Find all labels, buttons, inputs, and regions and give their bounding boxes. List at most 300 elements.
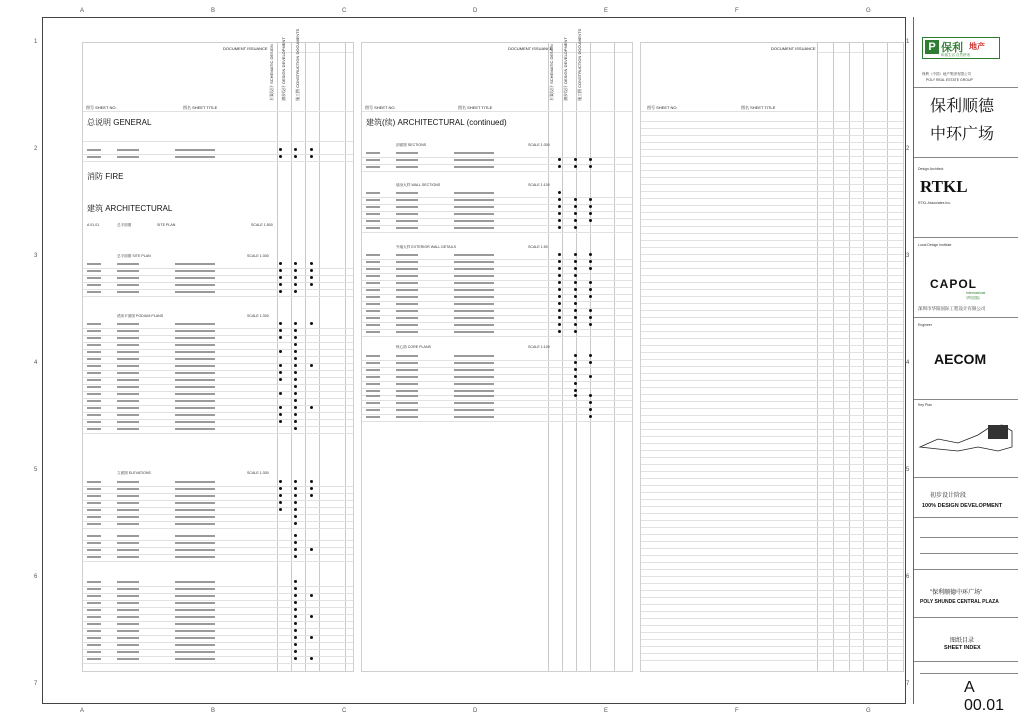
issue-dot: [279, 336, 282, 339]
row-rule: [641, 394, 903, 395]
row-rule: [641, 198, 903, 199]
table-row: [362, 315, 632, 322]
illegible-text: [175, 156, 215, 158]
illegible-text: [366, 303, 380, 305]
table-row: [83, 593, 353, 600]
illegible-text: [175, 330, 215, 332]
illegible-text: [454, 390, 494, 392]
illegible-text: [366, 206, 380, 208]
illegible-text: [175, 609, 215, 611]
issue-dot: [279, 148, 282, 151]
table-row: [362, 164, 632, 171]
issue-dot: [574, 226, 577, 229]
rtkl-address: RTKL Associates Inc.: [918, 201, 952, 205]
table-row: [83, 649, 353, 656]
issue-dot: [589, 361, 592, 364]
table-row: [362, 259, 632, 266]
group-title: 墙身大样 WALL SECTIONS: [396, 183, 441, 187]
illegible-text: [396, 152, 418, 154]
sheet-title-header: 图名 SHEET TITLE: [741, 105, 776, 110]
illegible-text: [87, 588, 101, 590]
row-rule: [641, 485, 903, 486]
illegible-text: [366, 199, 380, 201]
illegible-text: [117, 588, 139, 590]
illegible-text: [396, 310, 418, 312]
list-item: A 01.01 总平面图 SITE PLAN SCALE 1:500: [87, 223, 273, 227]
illegible-text: [396, 395, 418, 397]
table-row: [83, 342, 353, 349]
illegible-text: [87, 542, 101, 544]
illegible-text: [454, 261, 494, 263]
illegible-text: [175, 651, 215, 653]
illegible-text: [87, 609, 101, 611]
sheet-no-header: 图号 SHEET NO.: [86, 105, 117, 110]
illegible-text: [87, 488, 101, 490]
table-row: [362, 273, 632, 280]
table-row: [83, 614, 353, 621]
issue-dot: [294, 508, 297, 511]
table-row: [83, 349, 353, 356]
illegible-text: [396, 303, 418, 305]
poly-brand: 保利: [941, 41, 963, 54]
illegible-text: [175, 386, 215, 388]
illegible-text: [117, 284, 139, 286]
grid-letter: B: [211, 8, 216, 14]
illegible-text: [454, 159, 494, 161]
row-rule: [641, 401, 903, 402]
illegible-text: [454, 331, 494, 333]
issue-dot: [574, 219, 577, 222]
row-rule: [641, 387, 903, 388]
issue-dot: [558, 323, 561, 326]
row-rule: [641, 639, 903, 640]
illegible-text: [175, 616, 215, 618]
issue-dot: [294, 650, 297, 653]
table-row: [83, 521, 353, 528]
issue-dot: [574, 389, 577, 392]
illegible-text: [366, 227, 380, 229]
issue-dot: [574, 253, 577, 256]
issue-dot: [310, 594, 313, 597]
issue-dot: [589, 253, 592, 256]
grid-number: 5: [34, 467, 38, 473]
table-row: [83, 600, 353, 607]
illegible-text: [87, 495, 101, 497]
row-rule: [641, 247, 903, 248]
illegible-text: [175, 414, 215, 416]
issue-dot: [279, 371, 282, 374]
issuance-col-1: 方案设计 SCHEMATIC DESIGN: [549, 44, 554, 101]
illegible-text: [117, 602, 139, 604]
illegible-text: [117, 595, 139, 597]
table-row: [362, 280, 632, 287]
issue-dot: [279, 378, 282, 381]
issue-dot: [310, 364, 313, 367]
capol-full: 深圳市华阳国际工程设计有限公司: [918, 306, 986, 311]
row-rule: [641, 541, 903, 542]
issue-dot: [279, 413, 282, 416]
row-rule: [641, 254, 903, 255]
issue-dot: [294, 622, 297, 625]
issue-dot: [294, 364, 297, 367]
illegible-text: [117, 509, 139, 511]
issue-dot: [279, 155, 282, 158]
row-rule: [641, 380, 903, 381]
illegible-text: [454, 395, 494, 397]
grid-letter: D: [473, 8, 478, 14]
illegible-text: [175, 509, 215, 511]
illegible-text: [454, 213, 494, 215]
illegible-text: [396, 220, 418, 222]
issue-dot: [558, 295, 561, 298]
table-row: [83, 656, 353, 663]
row-rule: [641, 359, 903, 360]
row-rule: [641, 450, 903, 451]
illegible-text: [175, 549, 215, 551]
table-row: [362, 393, 632, 400]
table-row: [362, 197, 632, 204]
illegible-text: [87, 291, 101, 293]
table-row: [362, 266, 632, 273]
row-rule: [641, 513, 903, 514]
issue-dot: [574, 198, 577, 201]
illegible-text: [87, 263, 101, 265]
issue-dot: [574, 375, 577, 378]
row-rule: [641, 289, 903, 290]
row-rule: [641, 429, 903, 430]
illegible-text: [396, 355, 418, 357]
issue-dot: [294, 636, 297, 639]
table-row: [83, 261, 353, 268]
row-rule: [641, 170, 903, 171]
illegible-text: [454, 268, 494, 270]
issue-dot: [279, 487, 282, 490]
issue-dot: [279, 406, 282, 409]
index-panel-2: [361, 28, 633, 672]
issue-dot: [294, 541, 297, 544]
issue-dot: [589, 401, 592, 404]
illegible-text: [175, 481, 215, 483]
illegible-text: [117, 421, 139, 423]
row-rule: [641, 632, 903, 633]
illegible-text: [175, 535, 215, 537]
issue-dot: [279, 364, 282, 367]
issuance-col-2: 初步设计 DESIGN DEVELOPMENT: [281, 37, 286, 101]
poly-slogan: 和谐生活 自然舒适: [941, 53, 970, 57]
row-rule: [641, 499, 903, 500]
row-rule: [641, 415, 903, 416]
illegible-text: [175, 351, 215, 353]
grid-letter: D: [473, 708, 478, 714]
table-row: [83, 282, 353, 289]
illegible-text: [117, 407, 139, 409]
issue-dot: [589, 267, 592, 270]
illegible-text: [175, 277, 215, 279]
issue-dot: [294, 155, 297, 158]
illegible-text: [117, 428, 139, 430]
issue-dot: [294, 494, 297, 497]
illegible-text: [454, 362, 494, 364]
table-row: [362, 322, 632, 329]
illegible-text: [117, 616, 139, 618]
row-rule: [641, 156, 903, 157]
illegible-text: [366, 383, 380, 385]
illegible-text: [117, 623, 139, 625]
group-scale: SCALE 1:300: [247, 254, 269, 258]
grid-number: 2: [34, 146, 38, 152]
issue-dot: [310, 494, 313, 497]
title-block: [913, 17, 1018, 714]
issuance-header: DOCUMENT ISSUANCE: [771, 46, 816, 51]
section-architectural-continued: 建筑(续) ARCHITECTURAL (continued): [366, 118, 507, 127]
table-row: [362, 157, 632, 164]
issue-dot: [279, 494, 282, 497]
illegible-text: [396, 206, 418, 208]
issue-dot: [294, 290, 297, 293]
table-row: [83, 147, 353, 154]
illegible-text: [117, 481, 139, 483]
row-rule: [641, 492, 903, 493]
issue-dot: [574, 295, 577, 298]
illegible-text: [366, 261, 380, 263]
table-row: [83, 500, 353, 507]
group-scale: SCALE 1:300: [528, 143, 550, 147]
issue-dot: [574, 368, 577, 371]
illegible-text: [454, 275, 494, 277]
illegible-text: [454, 303, 494, 305]
issue-dot: [558, 302, 561, 305]
issue-dot: [574, 260, 577, 263]
issuance-col-3: 施工图 CONSTRUCTION DOCUMENTS: [577, 28, 582, 101]
issue-dot: [294, 515, 297, 518]
illegible-text: [87, 407, 101, 409]
table-row: [362, 287, 632, 294]
table-row: [83, 335, 353, 342]
illegible-text: [175, 588, 215, 590]
illegible-text: [117, 658, 139, 660]
illegible-text: [117, 630, 139, 632]
table-row: [83, 628, 353, 635]
issue-dot: [589, 219, 592, 222]
row-rule: [83, 663, 353, 664]
illegible-text: [87, 616, 101, 618]
illegible-text: [366, 159, 380, 161]
illegible-text: [454, 206, 494, 208]
issue-dot: [558, 316, 561, 319]
illegible-text: [175, 270, 215, 272]
issue-dot: [294, 322, 297, 325]
illegible-text: [117, 502, 139, 504]
issue-dot: [294, 534, 297, 537]
poly-logo: P 保利 地产 和谐生活 自然舒适: [922, 37, 1000, 59]
project-name-cn-2: 中环广场: [930, 126, 995, 143]
issue-dot: [558, 205, 561, 208]
capol-cn: 华阳国际: [966, 296, 980, 300]
row-rule: [641, 366, 903, 367]
illegible-text: [87, 358, 101, 360]
illegible-text: [454, 254, 494, 256]
row-rule: [641, 303, 903, 304]
row-rule: [641, 464, 903, 465]
illegible-text: [454, 220, 494, 222]
issue-dot: [279, 480, 282, 483]
table-row: [83, 426, 353, 433]
illegible-text: [87, 284, 101, 286]
row-rule: [641, 520, 903, 521]
table-row: [362, 190, 632, 197]
illegible-text: [396, 227, 418, 229]
project-name-en: POLY SHUNDE CENTRAL PLAZA: [920, 599, 999, 605]
illegible-text: [175, 502, 215, 504]
illegible-text: [396, 409, 418, 411]
table-row: [362, 294, 632, 301]
illegible-text: [87, 481, 101, 483]
issue-dot: [589, 415, 592, 418]
table-row: [83, 642, 353, 649]
illegible-text: [366, 355, 380, 357]
issue-dot: [589, 309, 592, 312]
group-title: 总平面图 SITE PLAN: [117, 254, 151, 258]
illegible-text: [87, 516, 101, 518]
grid-letter: E: [604, 708, 609, 714]
illegible-text: [396, 402, 418, 404]
row-rule: [641, 184, 903, 185]
row-rule: [641, 268, 903, 269]
illegible-text: [454, 296, 494, 298]
row-rule: [641, 338, 903, 339]
issue-dot: [294, 420, 297, 423]
illegible-text: [87, 337, 101, 339]
issue-dot: [574, 274, 577, 277]
issue-dot: [589, 212, 592, 215]
issue-dot: [294, 357, 297, 360]
illegible-text: [454, 310, 494, 312]
row-rule: [641, 149, 903, 150]
illegible-text: [366, 369, 380, 371]
illegible-text: [175, 523, 215, 525]
issue-dot: [279, 269, 282, 272]
illegible-text: [87, 556, 101, 558]
row-rule: [641, 590, 903, 591]
issue-dot: [558, 191, 561, 194]
issue-dot: [310, 269, 313, 272]
row-rule: [641, 219, 903, 220]
row-rule: [641, 142, 903, 143]
illegible-text: [87, 379, 101, 381]
issue-dot: [574, 323, 577, 326]
illegible-text: [396, 282, 418, 284]
issue-dot: [294, 378, 297, 381]
illegible-text: [87, 351, 101, 353]
issue-dot: [294, 629, 297, 632]
row-rule: [641, 282, 903, 283]
illegible-text: [175, 379, 215, 381]
section-general: 总说明 GENERAL: [87, 118, 152, 127]
row-rule: [641, 177, 903, 178]
row-rule: [641, 660, 903, 661]
issue-dot: [558, 165, 561, 168]
project-name-cn-1: 保利顺德: [930, 98, 995, 115]
issue-dot: [574, 382, 577, 385]
table-row: [83, 370, 353, 377]
illegible-text: [117, 549, 139, 551]
illegible-text: [175, 658, 215, 660]
row-rule: [641, 240, 903, 241]
illegible-text: [175, 421, 215, 423]
issue-dot: [294, 615, 297, 618]
row-rule: [362, 232, 632, 233]
grid-number: 5: [906, 467, 910, 473]
illegible-text: [117, 156, 139, 158]
grid-number: 2: [906, 146, 910, 152]
sheet-title-en: SHEET INDEX: [944, 645, 981, 651]
illegible-text: [454, 152, 494, 154]
table-row: [83, 621, 353, 628]
issue-dot: [589, 354, 592, 357]
illegible-text: [175, 428, 215, 430]
issue-dot: [310, 548, 313, 551]
row-rule: [641, 534, 903, 535]
grid-letter: E: [604, 8, 609, 14]
illegible-text: [87, 630, 101, 632]
issue-dot: [574, 267, 577, 270]
illegible-text: [117, 263, 139, 265]
illegible-text: [366, 213, 380, 215]
row-rule: [641, 555, 903, 556]
issue-dot: [294, 148, 297, 151]
illegible-text: [366, 166, 380, 168]
table-row: [362, 360, 632, 367]
table-row: [83, 154, 353, 161]
illegible-text: [175, 581, 215, 583]
row-rule: [83, 296, 353, 297]
local-design-label: Local Design Institute: [918, 243, 952, 247]
illegible-text: [396, 296, 418, 298]
table-row: [362, 301, 632, 308]
row-rule: [641, 226, 903, 227]
illegible-text: [175, 344, 215, 346]
table-row: [83, 493, 353, 500]
issue-dot: [294, 385, 297, 388]
illegible-text: [87, 535, 101, 537]
illegible-text: [175, 291, 215, 293]
illegible-text: [454, 199, 494, 201]
issue-dot: [574, 316, 577, 319]
row-rule: [641, 576, 903, 577]
issue-dot: [294, 587, 297, 590]
illegible-text: [117, 535, 139, 537]
illegible-text: [396, 390, 418, 392]
illegible-text: [175, 263, 215, 265]
issue-dot: [294, 262, 297, 265]
group-scale: SCALE 1:300: [247, 314, 269, 318]
illegible-text: [87, 386, 101, 388]
illegible-text: [87, 393, 101, 395]
illegible-text: [175, 149, 215, 151]
row-rule: [641, 310, 903, 311]
issue-dot: [279, 508, 282, 511]
issue-dot: [589, 198, 592, 201]
issue-dot: [279, 420, 282, 423]
illegible-text: [175, 337, 215, 339]
issue-dot: [589, 205, 592, 208]
grid-number: 6: [34, 574, 38, 580]
group-title: 立面图 ELEVATIONS: [117, 471, 151, 475]
illegible-text: [454, 227, 494, 229]
illegible-text: [366, 268, 380, 270]
table-row: [83, 514, 353, 521]
issue-dot: [294, 371, 297, 374]
